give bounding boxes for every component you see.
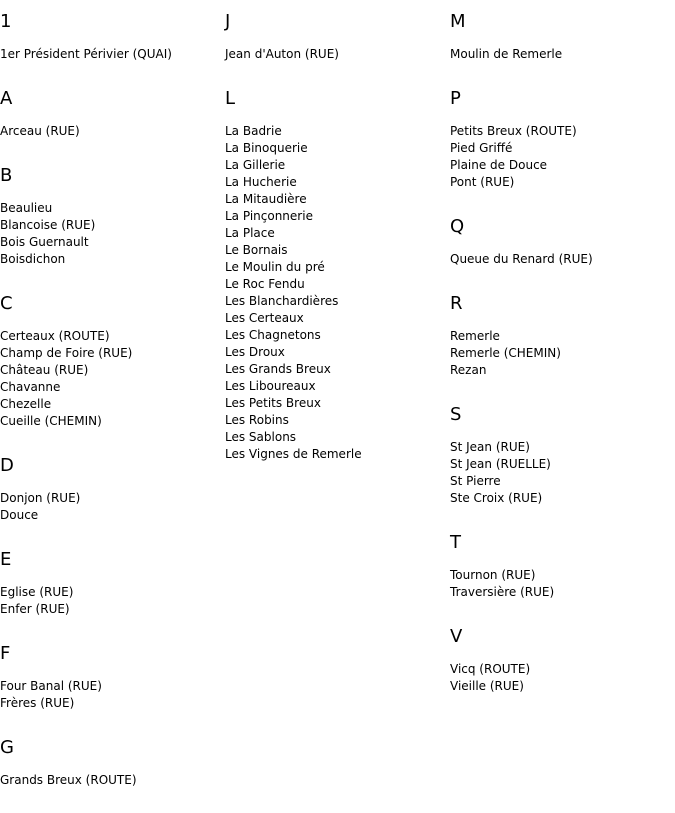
street-name: La Place — [225, 226, 275, 240]
street-list — [0, 200, 225, 268]
street-list — [450, 567, 675, 601]
street-name: Le Bornais — [225, 243, 288, 257]
street-list — [450, 46, 675, 63]
street-name: Les Vignes de Remerle — [225, 447, 362, 461]
letter-heading: Q — [450, 216, 465, 237]
street-name: La Gillerie — [225, 158, 286, 172]
street-name: Vieille (RUE) — [450, 679, 524, 693]
street-list — [450, 439, 675, 507]
letter-group — [0, 736, 225, 789]
street-list — [450, 328, 675, 379]
index-column-1 — [0, 10, 225, 813]
street-name: Champ de Foire (RUE) — [0, 346, 133, 360]
letter-heading: F — [0, 643, 11, 664]
street-name: Château (RUE) — [0, 363, 89, 377]
letter-group — [450, 403, 675, 507]
street-list — [0, 584, 225, 618]
street-name: Moulin de Remerle — [450, 47, 563, 61]
street-name: Rezan — [450, 363, 487, 377]
letter-heading: V — [450, 626, 463, 647]
letter-heading: M — [450, 11, 466, 32]
letter-group — [0, 10, 225, 63]
street-name: Plaine de Douce — [450, 158, 548, 172]
letter-group — [450, 625, 675, 695]
letter-heading: P — [450, 88, 461, 109]
street-list — [0, 678, 225, 712]
street-list — [225, 123, 450, 463]
letter-heading: A — [0, 88, 13, 109]
letter-group — [0, 642, 225, 712]
letter-group — [450, 292, 675, 379]
street-name: Chavanne — [0, 380, 61, 394]
street-name: Les Chagnetons — [225, 328, 321, 342]
letter-group — [0, 87, 225, 140]
street-name: Enfer (RUE) — [0, 602, 70, 616]
street-name: Les Petits Breux — [225, 396, 321, 410]
street-name: Pont (RUE) — [450, 175, 515, 189]
letter-group — [0, 454, 225, 524]
street-name: Les Sablons — [225, 430, 297, 444]
street-name: Les Certeaux — [225, 311, 304, 325]
street-name: Certeaux (ROUTE) — [0, 329, 110, 343]
street-name: Les Grands Breux — [225, 362, 331, 376]
letter-heading: G — [0, 737, 14, 758]
letter-heading: T — [450, 532, 461, 553]
street-name: Petits Breux (ROUTE) — [450, 124, 577, 138]
street-list — [0, 490, 225, 524]
street-name: 1er Président Périvier (QUAI) — [0, 47, 172, 61]
street-name: La Mitaudière — [225, 192, 307, 206]
street-name: Remerle — [450, 329, 500, 343]
street-name: Frères (RUE) — [0, 696, 75, 710]
street-name: Traversière (RUE) — [450, 585, 555, 599]
street-list — [0, 772, 225, 789]
letter-heading: D — [0, 455, 14, 476]
letter-group — [450, 87, 675, 191]
street-name: Boisdichon — [0, 252, 66, 266]
street-name: St Pierre — [450, 474, 501, 488]
street-name: Les Blanchardières — [225, 294, 339, 308]
street-name: Queue du Renard (RUE) — [450, 252, 593, 266]
street-name: Beaulieu — [0, 201, 53, 215]
street-name: Blancoise (RUE) — [0, 218, 96, 232]
letter-group — [0, 548, 225, 618]
letter-group — [225, 87, 450, 463]
street-name: Four Banal (RUE) — [0, 679, 102, 693]
street-name: Donjon (RUE) — [0, 491, 81, 505]
index-column-3 — [450, 10, 675, 719]
street-name: Les Robins — [225, 413, 289, 427]
letter-heading: C — [0, 293, 13, 314]
street-name: St Jean (RUE) — [450, 440, 530, 454]
street-name: Les Droux — [225, 345, 285, 359]
letter-group — [0, 164, 225, 268]
street-name: Ste Croix (RUE) — [450, 491, 543, 505]
letter-group — [0, 292, 225, 430]
street-list — [450, 251, 675, 268]
letter-heading: S — [450, 404, 462, 425]
street-name: La Hucherie — [225, 175, 297, 189]
street-list — [0, 123, 225, 140]
street-list — [0, 46, 225, 63]
street-name: Bois Guernault — [0, 235, 89, 249]
letter-heading: R — [450, 293, 463, 314]
letter-heading: 1 — [0, 11, 12, 32]
street-list — [225, 46, 450, 63]
street-name: La Pinçonnerie — [225, 209, 313, 223]
letter-group — [450, 10, 675, 63]
street-name: Remerle (CHEMIN) — [450, 346, 561, 360]
street-name: Douce — [0, 508, 39, 522]
street-name: Cueille (CHEMIN) — [0, 414, 102, 428]
street-list — [450, 123, 675, 191]
letter-group — [225, 10, 450, 63]
street-name: Vicq (ROUTE) — [450, 662, 531, 676]
street-name: Le Roc Fendu — [225, 277, 305, 291]
street-name: Tournon (RUE) — [450, 568, 536, 582]
street-name: Grands Breux (ROUTE) — [0, 773, 137, 787]
letter-heading: L — [225, 88, 236, 109]
street-list — [0, 328, 225, 430]
street-name: Pied Griffé — [450, 141, 513, 155]
letter-heading: E — [0, 549, 12, 570]
street-name: Arceau (RUE) — [0, 124, 80, 138]
street-name: La Binoquerie — [225, 141, 308, 155]
street-name: Les Liboureaux — [225, 379, 316, 393]
street-list — [450, 661, 675, 695]
letter-heading: J — [225, 11, 231, 32]
index-column-2 — [225, 10, 450, 487]
street-name: Eglise (RUE) — [0, 585, 74, 599]
street-name: Jean d'Auton (RUE) — [225, 47, 339, 61]
letter-heading: B — [0, 165, 13, 186]
street-name: St Jean (RUELLE) — [450, 457, 551, 471]
street-name: Chezelle — [0, 397, 52, 411]
street-name: La Badrie — [225, 124, 282, 138]
letter-group — [450, 215, 675, 268]
letter-group — [450, 531, 675, 601]
street-name: Le Moulin du pré — [225, 260, 325, 274]
